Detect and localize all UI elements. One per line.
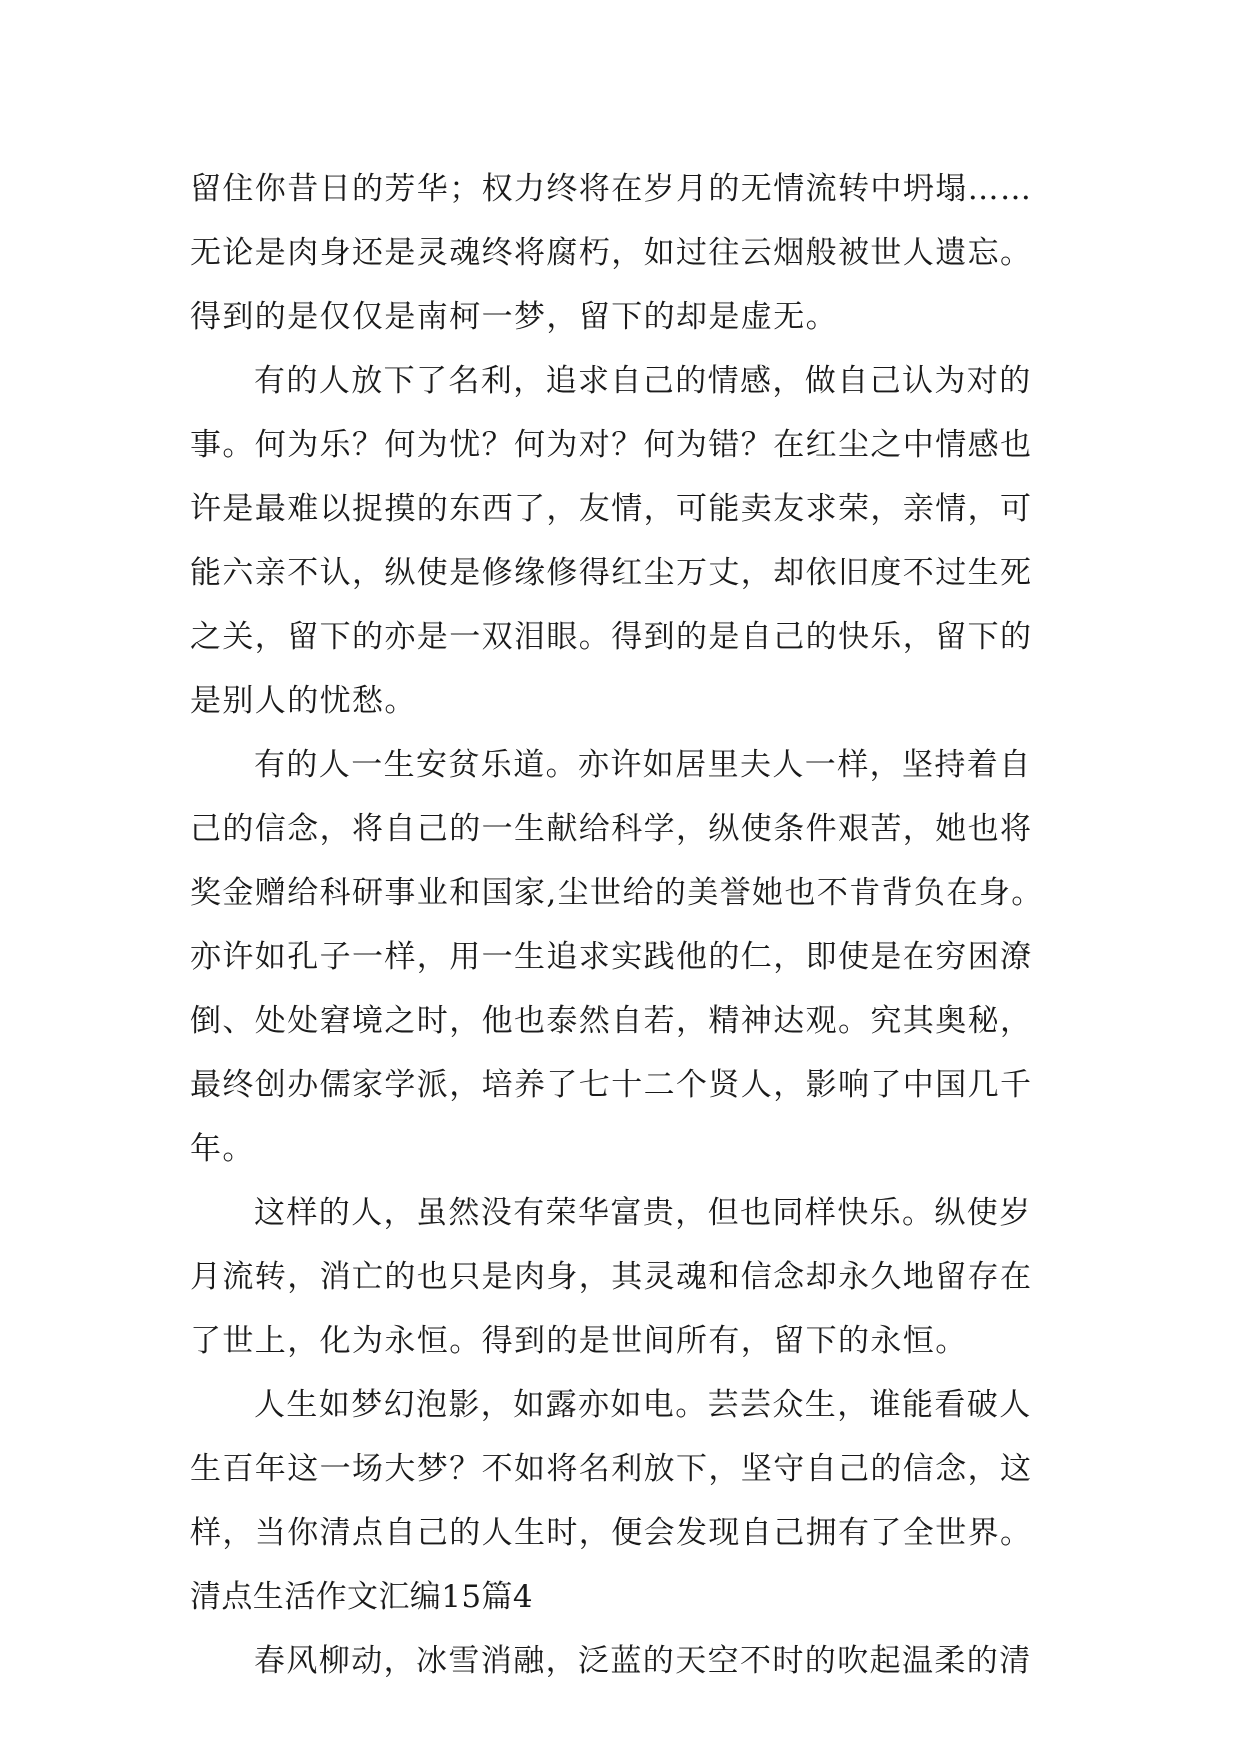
text-line: 样，当你清点自己的人生时，便会发现自己拥有了全世界。 — [190, 1515, 1033, 1551]
text-line: 许是最难以捉摸的东西了，友情，可能卖友求荣，亲情，可 — [190, 491, 1033, 527]
text-line: 留住你昔日的芳华；权力终将在岁月的无情流转中坍塌…… — [190, 171, 1033, 207]
text-line: 无论是肉身还是灵魂终将腐朽，如过往云烟般被世人遗忘。 — [190, 235, 1033, 271]
text-line: 奖金赠给科研事业和国家,尘世给的美誉她也不肯背负在身。 — [190, 875, 1044, 911]
text-line: 能六亲不认，纵使是修缘修得红尘万丈，却依旧度不过生死 — [190, 555, 1033, 591]
paragraph-start-line: 春风柳动，冰雪消融，泛蓝的天空不时的吹起温柔的清 — [254, 1643, 1032, 1679]
text-line: 事。何为乐？何为忧？何为对？何为错？在红尘之中情感也 — [190, 427, 1033, 463]
text-line: 是别人的忧愁。 — [190, 683, 417, 719]
section-heading: 清点生活作文汇编15篇4 — [190, 1579, 533, 1615]
paragraph-start-line: 有的人一生安贫乐道。亦许如居里夫人一样，坚持着自 — [254, 747, 1032, 783]
text-line: 生百年这一场大梦？不如将名利放下，坚守自己的信念，这 — [190, 1451, 1033, 1487]
paragraph-start-line: 人生如梦幻泡影，如露亦如电。芸芸众生，谁能看破人 — [254, 1387, 1032, 1423]
text-line: 得到的是仅仅是南柯一梦，留下的却是虚无。 — [190, 299, 838, 335]
text-line: 年。 — [190, 1131, 255, 1167]
paragraph-start-line: 有的人放下了名利，追求自己的情感，做自己认为对的 — [254, 363, 1032, 399]
paragraph-start-line: 这样的人，虽然没有荣华富贵，但也同样快乐。纵使岁 — [254, 1195, 1032, 1231]
text-line: 最终创办儒家学派，培养了七十二个贤人，影响了中国几千 — [190, 1067, 1033, 1103]
article-body — [190, 157, 1070, 1693]
text-line: 倒、处处窘境之时，他也泰然自若，精神达观。究其奥秘， — [190, 1003, 1033, 1039]
text-line: 之关，留下的亦是一双泪眼。得到的是自己的快乐，留下的 — [190, 619, 1033, 655]
text-line: 亦许如孔子一样，用一生追求实践他的仁，即使是在穷困潦 — [190, 939, 1033, 975]
text-line: 月流转，消亡的也只是肉身，其灵魂和信念却永久地留存在 — [190, 1259, 1033, 1295]
text-line: 了世上，化为永恒。得到的是世间所有，留下的永恒。 — [190, 1323, 968, 1359]
text-line: 己的信念，将自己的一生献给科学，纵使条件艰苦，她也将 — [190, 811, 1033, 847]
